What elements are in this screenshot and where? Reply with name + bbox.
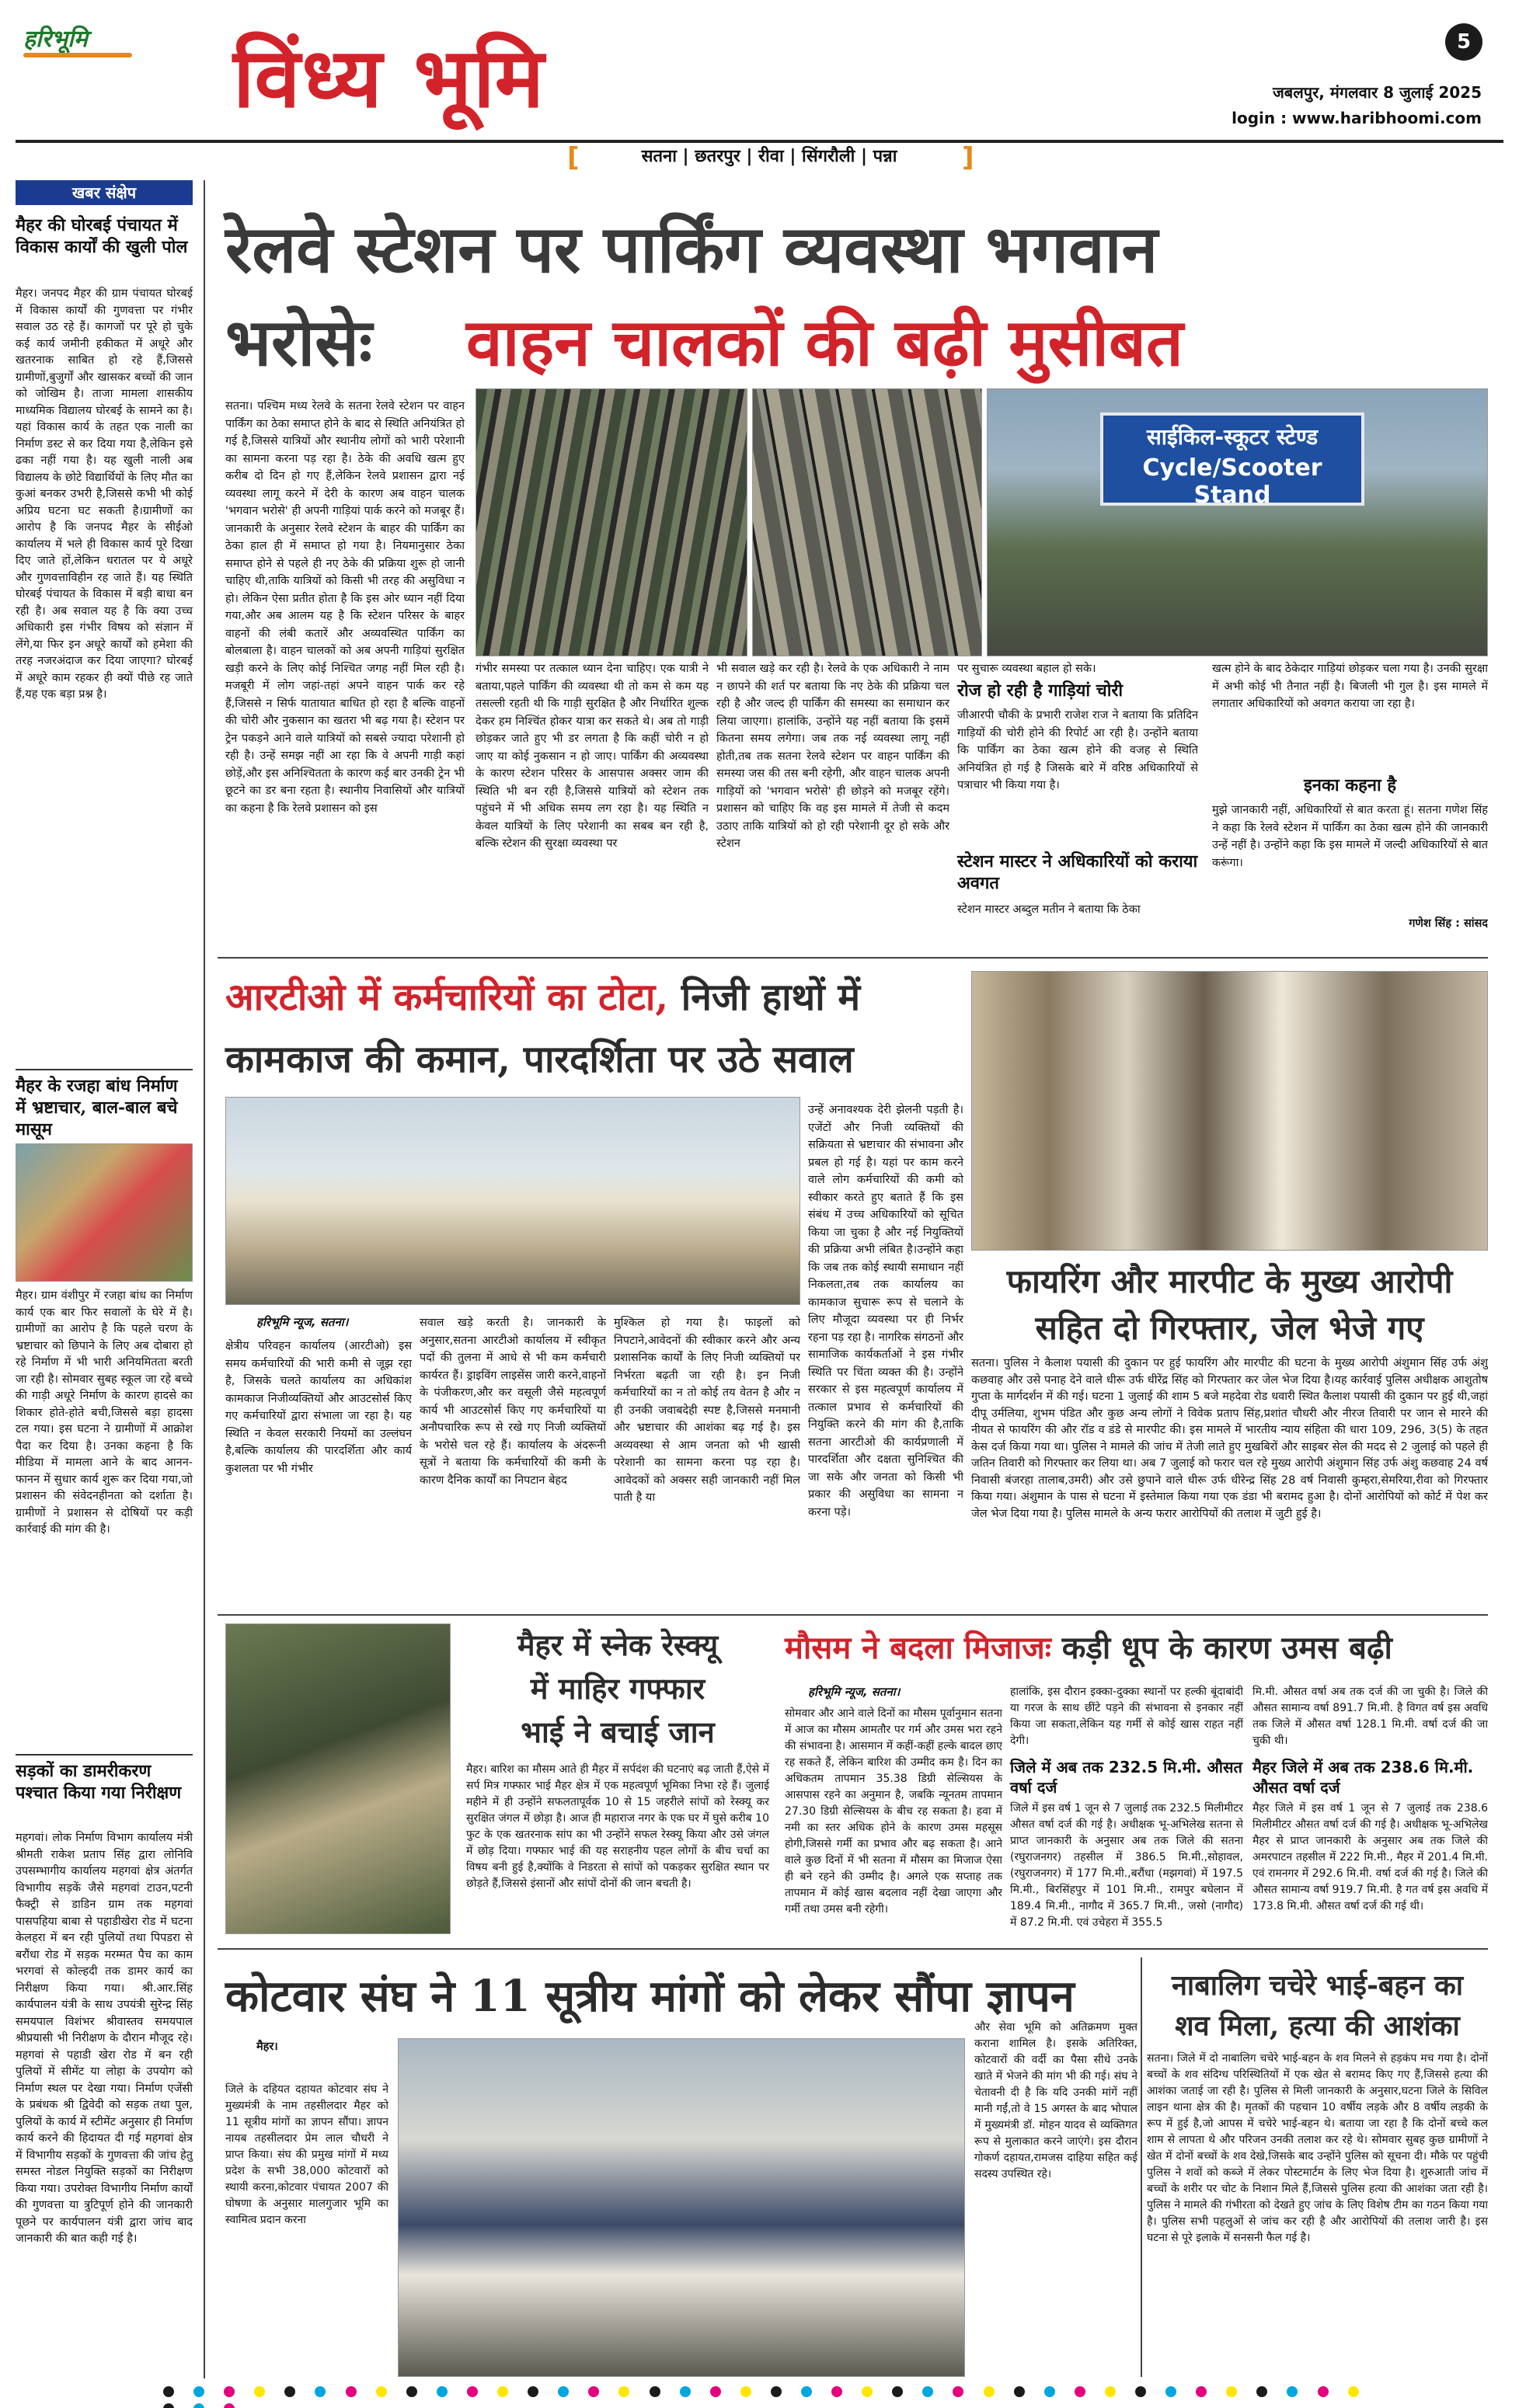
lead-col-4-body-2: स्टेशन मास्टर अब्दुल मतीन ने बताया कि ठेका: [957, 903, 1141, 916]
brief-2-body: मैहर। ग्राम वंशीपुर में रजहा बांध का निर्माण कार्य एक बार फिर सवालों के घेरे में है। ग्रामीणों का आरोप है कि पहले चरण के भ्रष्टाचार को छिपाने के लिए अब दोबारा हो रहे निर्माण में भी भारी अनियमितता बरती जा रही है। सोमवार सुबह स्कूल जा रहे बच्चे की गाड़ी अधूरे निर्माण के कारण हादसे का शिकार होते-होते बची,जिससे बड़ा हादसा टल गया। इस घटना ने ग्रामीणों में आक्रोश पैदा कर दिया है। उनका कहना है कि मीडिया में मामला आने के बाद आनन-फानन में सुधार कार्य शुरू कर दिया गया,जो प्रशासन की संवेदनहीनता को दर्शाता है। ग्रामीणों ने प्रशासन से दोषियों पर कड़ी कार्रवाई की मांग की है।: [16, 1289, 193, 1536]
kotwar-headline[interactable]: कोटवार संघ ने 11 सूत्रीय मांगों को लेकर सौंपा ज्ञापन: [225, 1971, 1075, 2022]
registration-dot: [740, 2386, 751, 2397]
weather-col-3-top: मि.मी. औसत वर्षा अब तक दर्ज की जा चुकी है। जिले की औसत सामान्य वर्षा 891.7 मि.मी. है विगत वर्ष इस अवधि तक जिले में औसत वर्षा 128.1 मि.मी. वर्षा दर्ज की जा चुकी थी।: [1252, 1686, 1488, 1747]
firing-headline-line2[interactable]: सहित दो गिरफ्तार, जेल भेजे गए: [1035, 1309, 1424, 1347]
registration-dot: [1165, 2386, 1176, 2397]
registration-dot: [588, 2386, 599, 2397]
lead-col-4-top: पर सुचारू व्यवस्था बहाल हो सके।: [957, 663, 1096, 675]
section-rule: [218, 1948, 1488, 1950]
registration-dot: [193, 2403, 204, 2408]
registration-dot: [497, 2386, 508, 2397]
weather-subhead-satna: जिले में अब तक 232.5 मि.मी. औसत वर्षा दर्ज: [1010, 1758, 1242, 1797]
registration-dot: [467, 2386, 478, 2397]
rto-office-photo: [225, 1097, 800, 1305]
registration-dot: [1348, 2386, 1359, 2397]
minor-body: सतना। जिले में दो नाबालिग चचेरे भाई-बहन के शव मिलने से हड़कंप मच गया है। दोनों बच्चों के शव संदिग्ध परिस्थितियों में एक खेत से बरामद किए गए हैं,जिससे हत्या की आशंका जताई जा रही है। पुलिस से मिली जानकारी के अनुसार,घटना जिले के सिविल लाइन थाना क्षेत्र की है। मृतकों की पहचान 10 वर्षीय लड़के और 8 वर्षीय लड़की के रूप में हुई है,जो आपस में चचेरे भाई-बहन थे। बताया जा रहा है कि दोनों बच्चे कल शाम से लापता थे और परिजन उनकी तलाश कर रहे थे। सोमवार सुबह कुछ ग्रामीणों ने खेत में दोनों बच्चों के शव देखे,जिसके बाद उन्होंने पुलिस को सूचना दी। मौके पर पहुंची पुलिस ने शवों को कब्जे में लेकर पोस्टमार्टम के लिए भेज दिया है। शुरुआती जांच में बच्चों के शरीर पर चोट के निशान मिले हैं,जिससे पुलिस हत्या की आशंका जता रही है। पुलिस ने मामले की गंभीरता को देखते हुए जांच के लिए विशेष टीम का गठन किया गया है। पुलिस सभी पहलुओं से जांच कर रही है और आरोपियों की तलाश जारी है। इस घटना से पूरे इलाके में सनसनी फैल गई है।: [1147, 2052, 1488, 2244]
registration-dot: [528, 2386, 538, 2397]
sign-english: Cycle/Scooter Stand: [1142, 454, 1322, 509]
registration-dot: [193, 2386, 204, 2397]
page-number-badge: 5: [1445, 23, 1482, 61]
registration-dot: [224, 2403, 235, 2408]
brief-1-headline[interactable]: मैहर की घोरबई पंचायत में विकास कार्यों की खुली पोल: [16, 215, 188, 257]
registration-dot: [680, 2386, 691, 2397]
section-rule: [218, 957, 1488, 959]
rto-headline-dark: निजी हाथों में: [681, 976, 861, 1019]
bracket-left: [: [567, 142, 580, 173]
lead-headline-line1[interactable]: रेलवे स्टेशन पर पार्किंग व्यवस्था भगवान: [225, 211, 1158, 287]
weather-col-1: सोमवार और आने वाले दिनों का मौसम पूर्वानुमान सतना में आज का मौसम आमतौर पर गर्म और उमस भरा रहने की संभावना है। आसमान में कहीं-कहीं हल्के बादल छाए रह सकते हैं, लेकिन बारिश की उम्मीद कम है। दिन का अधिकतम तापमान 35.38 डिग्री सेल्सियस के आसपास रहने का अनुमान है, जबकि न्यूनतम तापमान 27.30 डिग्री सेल्सियस के बीच रह सकता है। हवा में नमी का स्तर अधिक होने के कारण उमस महसूस होगी,जिससे गर्मी का प्रभाव और बढ़ सकता है। आने वाले कुछ दिनों में भी सतना में मौसम का मिजाज ऐसा ही बने रहने की उम्मीद है। अगले एक सप्ताह तक तापमान में कोई खास बदलाव नहीं देखा जाएगा और गर्मी तथा उमस बनी रहेगी।: [785, 1707, 1002, 1916]
registration-dot: [801, 2386, 812, 2397]
weather-headline[interactable]: [785, 1625, 1488, 1668]
lead-subhead-stationmaster: स्टेशन मास्टर ने अधिकारियों को कराया अवगत: [957, 852, 1198, 893]
registration-dot: [284, 2386, 295, 2397]
rto-credit: हरिभूमि न्यूज, सतना।: [256, 1315, 349, 1329]
registration-dot: [163, 2386, 174, 2397]
district-list: सतना | छतरपुर | रीवा | सिंगरौली | पन्ना: [641, 147, 897, 166]
firing-headline-line1[interactable]: फायरिंग और मारपीट के मुख्य आरोपी: [1006, 1262, 1453, 1300]
registration-dot: [892, 2386, 903, 2397]
registration-dot: [953, 2386, 963, 2397]
lead-headline-line2-dark[interactable]: भरोसेः: [225, 304, 372, 381]
sidebar-divider: [16, 1069, 193, 1070]
sidebar-tag: खबर संक्षेप: [16, 180, 193, 205]
registration-dot: [1014, 2386, 1025, 2397]
registration-dot: [922, 2386, 933, 2397]
lead-col-3: भी सवाल खड़े कर रही है। रेलवे के एक अधिकारी ने नाम न छापने की शर्त पर बताया कि नए ठेके की प्रक्रिया चल रही है और जल्द ही पार्किंग की समस्या का समाधान कर लिया जाएगा। हालांकि, उन्होंने यह नहीं बताया कि इसमें कितना समय लगेगा। जब तक नई व्यवस्था लागू नहीं होती,तब तक सतना रेलवे स्टेशन पर वाहन पार्किंग की समस्या जस की तस बनी रहेगी, और वाहन चालक अपनी गाड़ियों को 'भगवान भरोसे' ही छोड़ने को मजबूर रहेंगे। प्रशासन को चाहिए कि वह इस मामले में तेजी से कदम उठाए ताकि यात्रियों को हो रही परेशानी दूर हो सके और स्टेशन: [716, 663, 949, 850]
lead-quote-signature: गणेश सिंह : सांसद: [1409, 917, 1488, 930]
weather-col-3-body: मैहर जिले में इस वर्ष 1 जून से 7 जुलाई तक 238.6 मिलीमीटर औसत वर्षा दर्ज की गई है। अधीक्षक भू-अभिलेख मैहर से प्राप्त जानकारी के अनुसार अब तक जिले की अमरपाटन तहसील में 222 मि.मी., मैहर में 201.4 मि.मी. एवं रामनगर में 292.6 मि.मी. वर्षा दर्ज की गई है। जिले की औसत सामान्य वर्षा 919.7 मि.मी. है गत वर्ष इस अवधि में 173.8 मि.मी. औसत वर्षा दर्ज की गई थी।: [1252, 1802, 1488, 1912]
kotwar-col-1: जिले के दहियत दहायत कोटवार संघ ने मुख्यमंत्री के नाम तहसीलदार मैहर को 11 सूत्रीय मांगों का ज्ञापन सौंपा। ज्ञापन नायब तहसीलदार प्रेम लाल चौधरी ने प्राप्त किया। संघ की प्रमुख मांगों में मध्य प्रदेश के सभी 38,000 कोटवारों को स्थायी करना,कोटवार पंचायत 2007 की घोषणा के अनुसार मालगुजार भूमि का स्वामित्व प्रदान करना: [225, 2083, 388, 2226]
dateline: जबलपुर, मंगलवार 8 जुलाई 2025: [1272, 83, 1482, 102]
column-rule: [1141, 1957, 1142, 2377]
registration-dot: [376, 2386, 387, 2397]
registration-dot: [437, 2386, 448, 2397]
brand-underline: [23, 53, 132, 57]
website-link[interactable]: login : www.haribhoomi.com: [1232, 109, 1482, 127]
rto-col-3: मुश्किल हो गया है। फाइलों को निपटाने,आवेदनों की स्वीकार करने और अन्य प्रशासनिक कार्यों के लिए निजी व्यक्तियों पर निर्भरता बढ़ती जा रही है। इन निजी कर्मचारियों का न तो कोई तय वेतन है और न ही उनकी जवाबदेही स्पष्ट है,जिससे मनमानी और भ्रष्टाचार की आशंका बढ़ गई है। इस अव्यवस्था से आम जनता को भी खासी परेशानी का सामना करना पड़ रहा है। आवेदकों को अक्सर सही जानकारी नहीं मिल पाती है या: [614, 1317, 800, 1504]
lead-headline-line2-red[interactable]: वाहन चालकों की बढ़ी मुसीबत: [466, 304, 1183, 381]
rto-headline-line2[interactable]: कामकाज की कमान, पारदर्शिता पर उठे सवाल: [225, 1038, 854, 1081]
registration-dot: [558, 2386, 569, 2397]
registration-dot: [1196, 2386, 1207, 2397]
registration-dot: [1075, 2386, 1085, 2397]
registration-dot: [771, 2386, 782, 2397]
snake-rescue-photo: [225, 1623, 451, 1934]
minor-headline-line1: नाबालिग चचेरे भाई-बहन का: [1171, 1969, 1464, 2002]
rto-headline-red: आरटीओ में कर्मचारियों का टोटा,: [225, 976, 669, 1019]
lead-subhead-quote: इनका कहना है: [1303, 776, 1397, 795]
registration-dot: [1287, 2386, 1298, 2397]
section-rule: [218, 1614, 1488, 1616]
registration-dot: [710, 2386, 721, 2397]
weather-subhead-maihar: मैहर जिले में अब तक 238.6 मि.मी. औसत वर्षा दर्ज: [1252, 1758, 1474, 1797]
kotwar-dateline: मैहर।: [256, 2041, 278, 2053]
lead-subhead-theft: रोज हो रही है गाड़ियां चोरी: [957, 681, 1124, 701]
lead-col-4-body: जीआरपी चौकी के प्रभारी राजेश राज ने बताया कि प्रतिदिन गाड़ियों की चोरी होने की रिपोर्ट आ रही है। उन्होंने बताया कि पार्किंग का ठेका खत्म होने की वजह से स्थिति अनियंत्रित हो गई है जिसके बारे में वरिष्ठ अधिकारियों से पत्राचार भी किया गया है।: [957, 709, 1198, 792]
parked-bikes-photo-2: [752, 388, 982, 656]
snake-headline-line2: में माहिर गफ्फार: [530, 1671, 705, 1706]
weather-headline-dark: कड़ी धूप के कारण उमस बढ़ी: [1061, 1630, 1392, 1666]
registration-dot: [618, 2386, 629, 2397]
news-brief-sidebar: [16, 180, 193, 2378]
parked-bikes-photo-1: [476, 388, 747, 656]
registration-dot: [1226, 2386, 1237, 2397]
sidebar-divider: [16, 1754, 193, 1756]
registration-dot: [1256, 2386, 1267, 2397]
registration-dot: [315, 2386, 326, 2397]
kotwar-memorandum-photo: [398, 2038, 965, 2377]
registration-dot: [862, 2386, 873, 2397]
registration-dot: [1044, 2386, 1055, 2397]
weather-col-2-top: हालांकि, इस दौरान इक्का-दुक्का स्थानों पर हल्की बूंदाबांदी या गरज के साथ छींटे पड़ने की संभावना से इनकार नहीं किया जा सकता,लेकिन यह गर्मी से कोई खास राहत नहीं देगी।: [1010, 1686, 1243, 1747]
minor-headline[interactable]: [1147, 1965, 1488, 2046]
edition-title: विंध्य भूमि: [233, 29, 545, 126]
rto-headline-line1[interactable]: [225, 971, 860, 1021]
brief-2-headline[interactable]: मैहर के रजहा बांध निर्माण में भ्रष्टाचार, बाल-बाल बचे मासूम: [16, 1076, 178, 1140]
snake-headline-line1: मैहर में स्नेक रेस्क्यू: [517, 1627, 719, 1662]
weather-headline-red: मौसम ने बदला मिजाजः: [785, 1630, 1051, 1666]
registration-dot: [346, 2386, 357, 2397]
rto-col-4: उन्हें अनावश्यक देरी झेलनी पड़ती है। एजेंटों और निजी व्यक्तियों की सक्रियता से भ्रष्टाचार की संभावना और प्रबल हो गई है। यहां पर काम करने वाले लोग कर्मचारियों की कमी को स्वीकार करते हुए बताते हैं कि इस संबंध में उच्च अधिकारियों को सूचित किया जा चुका है और नई नियुक्तियों की प्रक्रिया अभी लंबित है।उन्होंने कहा कि जब तक कोई स्थायी समाधान नहीं निकलता,तब तक कार्यालय का कामकाज सुचारू रूप से चलाने के लिए मौजूदा व्यवस्था पर ही निर्भर रहना पड़ रहा है। नागरिक संगठनों और सामाजिक कार्यकर्ताओं ने इस गंभीर स्थिति पर चिंता व्यक्त की है। उन्होंने सरकार से इस महत्वपूर्ण कार्यालय में तत्काल प्रभाव से कर्मचारियों की नियुक्ति करने की मांग की है,ताकि सतना आरटीओ की कार्यप्रणाली में पारदर्शिता और दक्षता सुनिश्चित की जा सके और जनता को किसी भी प्रकार की असुविधा का सामना न करना पड़े।: [808, 1104, 963, 1519]
masthead-rule: [16, 140, 1503, 143]
lead-col-5-body: खत्म होने के बाद ठेकेदार गाड़ियां छोड़कर चला गया है। उनकी सुरक्षा में अभी कोई भी तैनात नहीं है। बिजली भी गुल है। इस मामले में लगातार अधिकारियों को अवगत कराया जा रहा है।: [1212, 663, 1488, 710]
registration-dot: [406, 2386, 417, 2397]
snake-headline[interactable]: [466, 1623, 769, 1754]
arrest-photo: [971, 971, 1488, 1251]
snake-body: मैहर। बारिश का मौसम आते ही मैहर में सर्पदंश की घटनाएं बढ़ जाती हैं,ऐसे में सर्प मित्र गफ्फार भाई मैहर क्षेत्र में एक महत्वपूर्ण भूमिका निभा रहे हैं। जुलाई महीने में ही उन्होंने सफलतापूर्वक 10 से 15 जहरीले सांपों को रेस्क्यू कर सुरक्षित जंगल में छोड़ा है। आज ही महाराज नगर के एक घर में घुसे करीब 10 फुट के एक खतरनाक सांप का भी उन्होंने सफल रेस्क्यू किया और उसे जंगल में छोड़ दिया। गफ्फार भाई की यह सराहनीय पहल लोगों के बीच चर्चा का विषय बनी हुई है,क्योंकि वे निडरता से सांपों को पकड़कर सुरक्षित स्थान पर छोड़ते हैं,जिससे इंसानों और सांपों दोनों की जान बचती है।: [466, 1763, 769, 1890]
registration-dot: [1318, 2386, 1329, 2397]
masthead: [0, 0, 1519, 175]
kotwar-col-2: और सेवा भूमि को अतिक्रमण मुक्त कराना शामिल है। इसके अतिरिक्त, कोटवारों की वर्दी का पैसा सीधे उनके खाते में भेजने की मांग भी की गई। संघ ने चेतावनी दी है कि यदि उनकी मांगें नहीं मानी गईं,तो वे 15 अगस्त के बाद भोपाल में मुख्यमंत्री डॉ. मोहन यादव से व्यक्तिगत रूप से मुलाकात करने जाएंगे। इस दौरान गोकर्ण दहायत,रामजस दाहिया सहित कई सदस्य उपस्थित रहे।: [974, 2021, 1138, 2180]
rto-col-2: सवाल खड़े करती है। जानकारी के अनुसार,सतना आरटीओ कार्यालय में स्वीकृत पदों की तुलना में आधे से भी कम कर्मचारी कार्यरत हैं। ड्राइविंग लाइसेंस जारी करने,वाहनों के पंजीकरण,और कर वसूली जैसे महत्वपूर्ण कार्य भी आउटसोर्स किए गए कर्मचारियों या अनौपचारिक रूप से रखे गए निजी व्यक्तियों के भरोसे चल रहे हैं। कार्यालय के अंदरूनी सूत्रों ने बताया कि कर्मचारियों की कमी के कारण दैनिक कार्यों का निपटान बेहद: [420, 1317, 606, 1487]
weather-col-2-body: जिले में इस वर्ष 1 जून से 7 जुलाई तक 232.5 मिलीमीटर औसत वर्षा दर्ज की गई है। अधीक्षक भू-अभिलेख सतना से प्राप्त जानकारी के अनुसार अब तक जिले की सतना (रघुराजनगर) तहसील में 386.5 मि.मी.,सोहावल,(रघुराजनगर) में 177 मि.मी.,बरौंधा (मझगवां) में 197.5 मि.मी., बिरसिंहपुर में 101 मि.मी., रामपुर बघेलान में 189.4 मि.मी., नागौद में 365.7 मि.मी., जसो (नागौद) में 87.2 मि.मी. एवं उचेहरा में 355.5: [1010, 1802, 1243, 1929]
sign-hindi: साईकिल-स्कूटर स्टेण्ड: [1146, 424, 1319, 450]
lead-col-1: सतना। पश्चिम मध्य रेलवे के सतना रेलवे स्टेशन पर वाहन पार्किंग का ठेका समाप्त होने के बाद से स्थिति अनियंत्रित हो गई है,जिससे यात्रियों और स्थानीय लोगों को भारी परेशानी का सामना करना पड़ रहा है। ठेके की अवधि खत्म हुए करीब दो दिन हो गए हैं,लेकिन रेलवे प्रशासन द्वारा नई व्यवस्था लागू करने में देरी के कारण अब वाहन चालक 'भगवान भरोसे' ही अपनी गाड़ियां पार्क करने को मजबूर हैं। जानकारी के अनुसार रेलवे स्टेशन के बाहर की पार्किंग का ठेका हाल ही में समाप्त हो गया है। नियमानुसार ठेका समाप्त होने से पहले ही नए ठेके की प्रक्रिया शुरू हो जानी चाहिए थी,ताकि यात्रियों को किसी भी तरह की असुविधा न हो। लेकिन ऐसा प्रतीत होता है कि इस ओर ध्यान नहीं दिया गया,और अब आलम यह है कि स्टेशन परिसर के बाहर वाहनों की लंबी कतारें और अव्यवस्थित पार्किंग का बोलबाला है। वाहन चालकों को अब अपनी गाड़ियां सुरक्षित खड़ी करने के लिए कोई निश्चित जगह नहीं मिल रही है। मजबूरी में लोग जहां-तहां अपने वाहन पार्क कर रहे हैं,जिससे न सिर्फ यातायात बाधित हो रहा है बल्कि वाहनों की चोरी और नुकसान का खतरा भी बढ़ गया है। स्टेशन पर ट्रेन पकड़ने आने वाले यात्रियों को सबसे ज्यादा परेशानी हो रही है। उन्हें समझ नहीं आ रहा कि वे अपनी गाड़ी कहां छोड़ें,और इस अनिश्चितता के कारण कई बार उनकी ट्रेन भी छूटने का डर बना रहता है। स्थानीय निवासियों और यात्रियों का कहना है कि रेलवे प्रशासन को इस: [225, 400, 465, 815]
firing-body: सतना। पुलिस ने कैलाश पयासी की दुकान पर हुई फायरिंग और मारपीट की घटना के मुख्य आरोपी अंशुमान सिंह उर्फ अंशु कछवाह और उसे पनाह देने वाले धीरू उर्फ धीरेंद्र सिंह को गिरफ्तार कर जेल भेज दिया है।यह कार्रवाई पुलिस अधीक्षक आशुतोष गुप्ता के मार्गदर्शन में की गई। घटना 1 जुलाई की शाम 5 बजे महदेवा रोड धवारी स्थित कैलाश पयासी की दुकान पर हुई थी,जहां दीपू उर्मलिया, शुभम पंडित और कुछ अन्य लोगों ने विवेक प्रताप सिंह,प्रशांत चौधरी और नीरज तिवारी पर जान से मारने की नीयत से फायरिंग की और रॉड व डंडे से मारपीट की। इस मामले में भारतीय न्याय संहिता की धारा 109, 296, 3(5) के तहत केस दर्ज किया गया था। पुलिस ने मामले की जांच में तेजी लाते हुए मुखबिरों और साइबर सेल की मदद से 2 जुलाई को पहले ही जतिन तिवारी को गिरफ्तार कर लिया था। अब 7 जुलाई को फरार चल रहे मुख्य आरोपी अंशुमान सिंह उर्फ अंशु कछवाह 24 वर्ष निवासी बंजरहा तालाब,उमरी) और उसे छुपाने वाले धीरू उर्फ धीरेन्द्र सिंह 28 वर्ष निवासी कुम्हरा,सेमरिया,रीवा को गिरफ्तार किया गया। अंशुमान के पास से घटना में इस्तेमाल किया गया एक डंडा भी बरामद हुआ है। दोनों आरोपियों को कोर्ट में पेश कर जेल भेज दिया गया है। पुलिस मामले के अन्य फरार आरोपियों की तलाश में जुटी हुई है।: [971, 1357, 1488, 1520]
column-rule: [204, 180, 205, 2378]
brief-3-body: महगवां। लोक निर्माण विभाग कार्यालय मंत्री श्रीमती राकेश प्रताप सिंह द्वारा लोनिवि उपसम्भागीय कार्यालय महगवां क्षेत्र अंतर्गत विभागीय सड़कें जैसे महगवां टाउन,पटनी फैक्ट्री से डाडिन ग्राम तक महगवां पासपहिया बाबा से पहाडीखेरा रोड में घटना केलहरा में बन रही पुलियों तथा पिपडरा से बरौंधा रोड में सड़क मरम्मत पैच का काम भरगवां से कोल्हदी तक डामर कार्य का निरीक्षण किया गया। श्री.आर.सिंह कार्यपालन यंत्री के साथ उपयंत्री सुरेन्द्र सिंह समयपाल विशंभर श्रीवास्तव समयपाल श्रीप्रयासी भी निरीक्षण के दौरान मौजूद रहे। महगवां से पहाडी खेरा रोड में बन रही पुलियों में सीमेंट या लोहा के उपयोग को निर्माण स्थल पर देखा गया। निर्माण एजेंसी के प्रबंधक श्री द्विवेदी को सड़क तथा पुल, पुलियों के कार्य में स्टीमेंट अनुसार ही निर्माण कार्य करने की हिदायत दी गई महगवां क्षेत्र में विभागीय सड़कों के गुणवत्ता की जांच हेतु समस्त नोडल नियुक्ति सड़कों का निरीक्षण किया गया। उपरोक्त विभागीय निर्माण कार्यों की गुणवत्ता या त्रुटिपूर्ण होने की जानकारी पूछने पर कार्यपालन यंत्री द्वारा जांच बाद जानकारी की बात कही गई है।: [16, 1832, 193, 2245]
registration-dot: [163, 2403, 174, 2408]
brief-1-body: मैहर। जनपद मैहर की ग्राम पंचायत घोरबई में विकास कार्यों की गुणवत्ता पर गंभीर सवाल उठ रहे हैं। कागजों पर पूरे हो चुके कई कार्य जमीनी हकीकत में अधूरे और खतरनाक साबित हो रहे हैं,जिससे ग्रामीणों,बुजुर्गों और खासकर बच्चों की जान को जोखिम है। ताजा मामला शासकीय माध्यमिक विद्यालय घोरबई के सामने का है। यहां विकास कार्य के तहत एक नाली का निर्माण डस्ट से कर दिया गया है,लेकिन इसे ढका नहीं गया है। यह खुली नाली अब विद्यालय के छोटे विद्यार्थियों के लिए मौत का कुआं बनकर उभरी है,जिससे कभी भी कोई अप्रिय घटना घट सकती है।ग्रामीणों का आरोप है कि जनपद मैहर के सीईओ कार्यालय में भले ही विकास कार्य पूरे दिखा दिए जाते हों,लेकिन धरातल पर ये अधूरे और गुणवत्ताविहीन रह जाते हैं। यह स्थिति घोरबई पंचायत के विकास में बड़ी बाधा बन रही है। अब सवाल यह है कि क्या उच्च अधिकारी इस गंभीर विषय को संज्ञान में लेंगे,या फिर इन अधूरे कार्यों को हमेशा की तरह नजरअंदाज कर दिया जाएगा? घोरबई में अधूरे काम रहकर ही क्यों पीछे रह जाते हैं,यह एक बड़ा प्रश्न है।: [16, 287, 193, 701]
snake-headline-line3: भाई ने बचाई जान: [521, 1714, 715, 1749]
bracket-right: ]: [962, 142, 974, 173]
cycle-stand-photo: [987, 388, 1488, 656]
lead-col-2: गंभीर समस्या पर तत्काल ध्यान देना चाहिए। एक यात्री ने बताया,पहले पार्किंग की व्यवस्था थी तो कम से कम यह तसल्ली रहती थी कि गाड़ी सुरक्षित है और निर्धारित शुल्क देकर हम निश्चिंत होकर यात्रा कर सकते थे। अब तो गाड़ी छोड़कर जाते हुए भी डर लगता है कि कहीं चोरी न हो जाए या कोई नुकसान न हो जाए। पार्किंग की अव्यवस्था के कारण स्टेशन परिसर के आसपास अक्सर जाम की स्थिति भी बन रही है,जिससे यात्रियों को स्टेशन तक पहुंचने में भी अधिक समय लग रहा है। यह स्थिति न केवल यात्रियों के लिए परेशानी का सबब बन रही है, बल्कि स्टेशन की सुरक्षा व्यवस्था पर: [476, 663, 709, 850]
registration-dot: [1105, 2386, 1116, 2397]
print-registration-dots: [155, 2383, 1367, 2400]
rto-col-1: क्षेत्रीय परिवहन कार्यालय (आरटीओ) इस समय कर्मचारियों की भारी कमी से जूझ रहा है, जिसके चलते कार्यालय का अधिकांश कामकाज निजीव्यक्तियों और आउटसोर्स किए गए कर्मचारियों द्वारा संभाला जा रहा है। यह स्थिति न केवल सरकारी नियमों का उल्लंघन है,बल्कि कार्यालय की पारदर्शिता और कार्य कुशलता पर भी गंभीर: [225, 1340, 412, 1475]
registration-dot: [224, 2386, 235, 2397]
minor-headline-line2: शव मिला, हत्या की आशंका: [1175, 2010, 1460, 2042]
registration-dot: [831, 2386, 842, 2397]
brief-3-headline[interactable]: सड़कों का डामरीकरण पश्चात किया गया निरीक्षण: [16, 1761, 182, 1803]
brand-logo[interactable]: हरिभूमि: [23, 26, 88, 53]
registration-dot: [254, 2386, 265, 2397]
lead-quote: मुझे जानकारी नहीं, अधिकारियों से बात करता हूं। सतना गणेश सिंह ने कहा कि रेलवे स्टेशन में पार्किंग का ठेका खत्म होने की जानकारी उन्हें नहीं है। उन्होंने कहा कि इस मामले में जल्दी अधिकारियों से बात करूंगा।: [1212, 804, 1488, 869]
brief-2-photo: [16, 1143, 193, 1282]
registration-dot: [984, 2386, 995, 2397]
cycle-stand-sign: [1100, 412, 1364, 509]
registration-dot: [650, 2386, 660, 2397]
registration-dot: [1135, 2386, 1146, 2397]
weather-credit: हरिभूमि न्यूज, सतना।: [808, 1685, 901, 1699]
